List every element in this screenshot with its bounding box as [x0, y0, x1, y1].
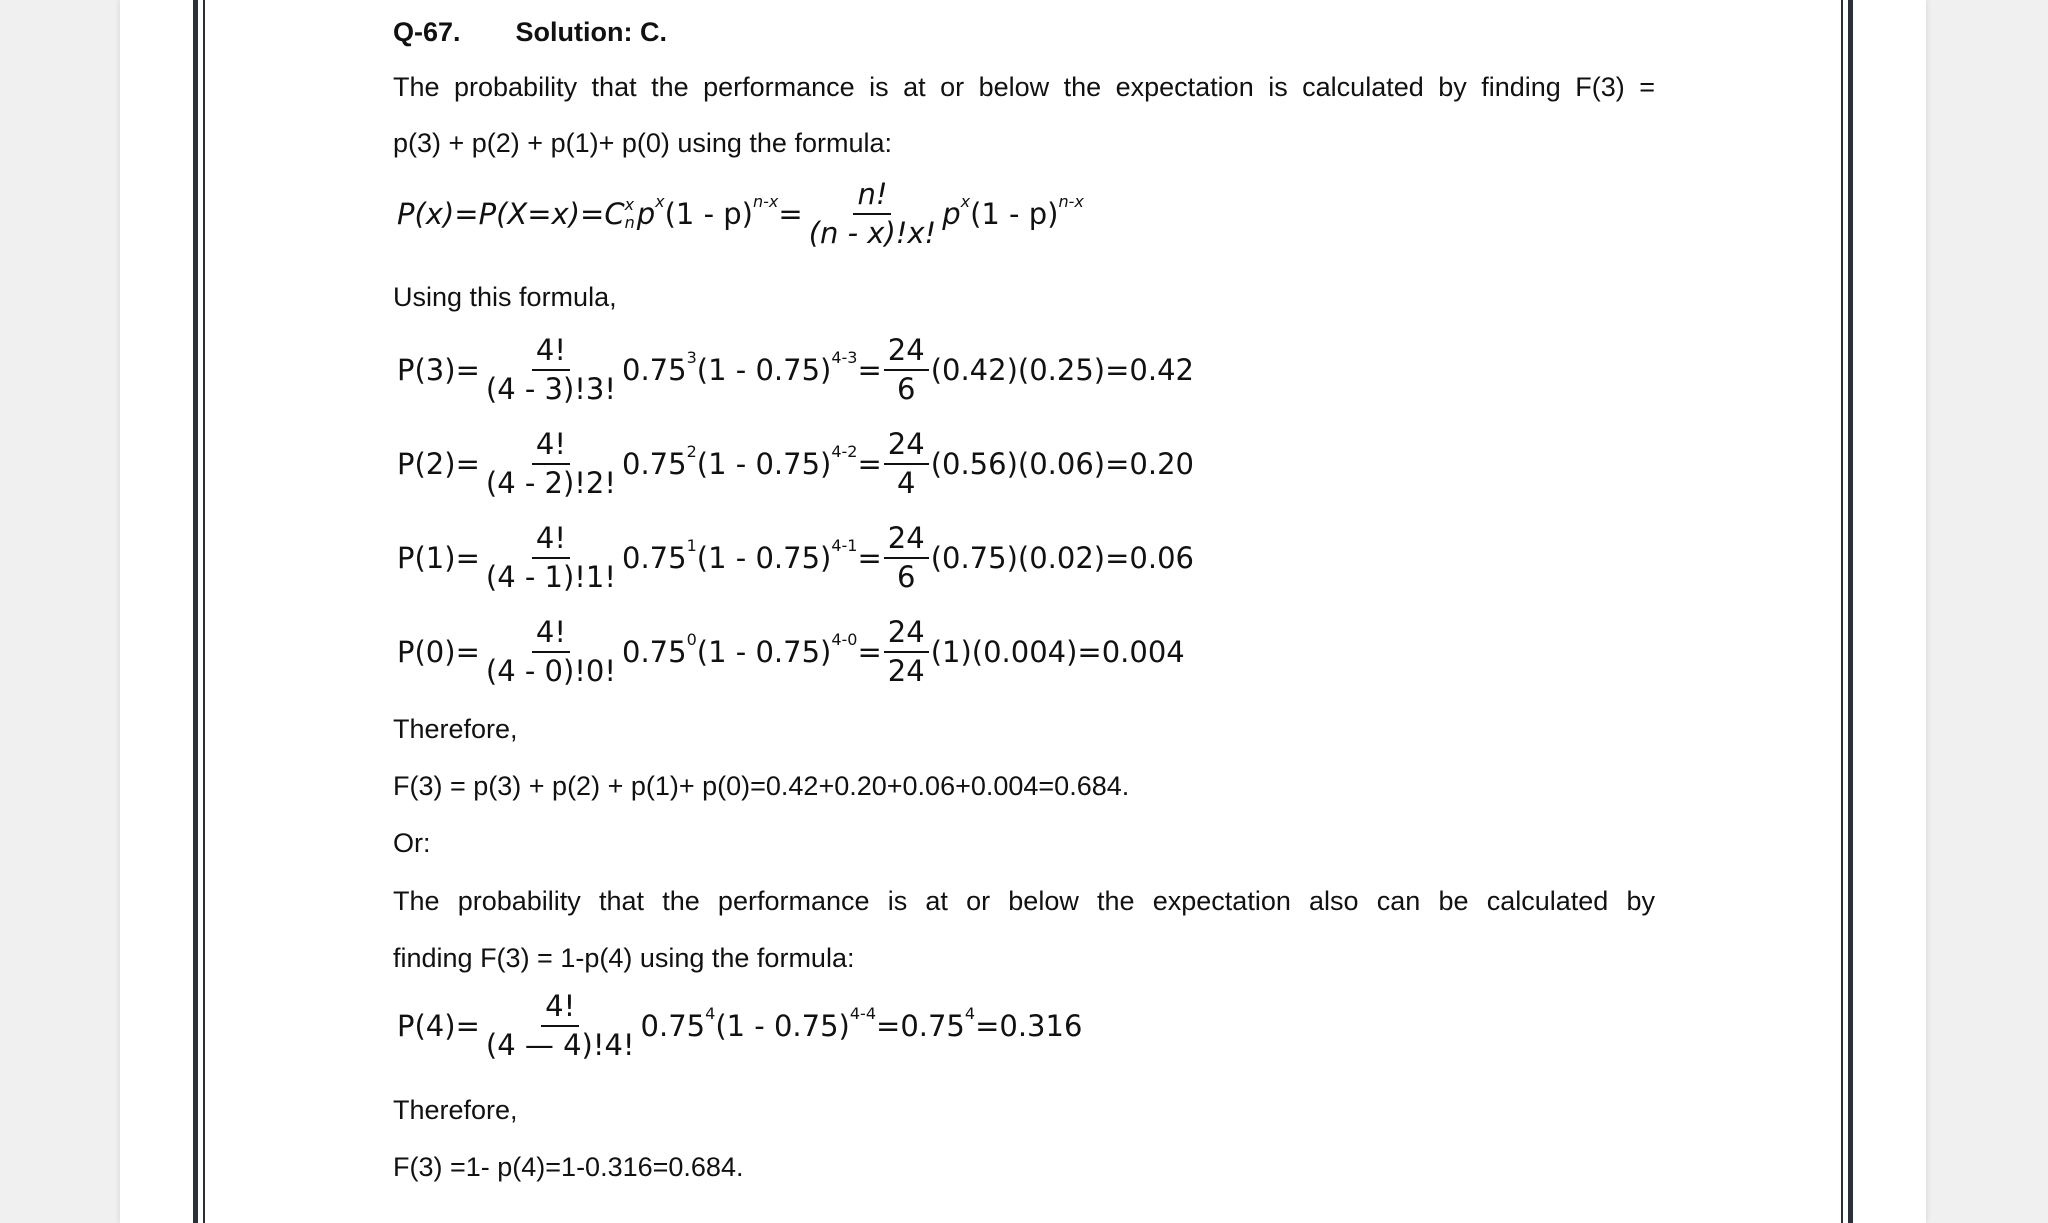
formula-lhs: P(x)=P(X=x)=C	[397, 196, 625, 231]
f3-sum-text: F(3) = p(3) + p(2) + p(1)+ p(0)=0.42+0.20+0.06+0.004=0.684.	[393, 771, 1130, 801]
p0-eq: =	[857, 634, 882, 669]
p2-base: 0.75	[622, 446, 687, 481]
p1-base-exp: 1	[686, 536, 697, 555]
paragraph-1-line-2: p(3) + p(2) + p(1)+ p(0) using the formula:	[393, 128, 892, 158]
left-page-border	[193, 0, 211, 1223]
formula-mid-sup: n-x	[753, 192, 779, 211]
equation-p4	[397, 989, 1083, 1062]
p0-num2: 24	[884, 618, 929, 653]
equation-p1	[397, 521, 1194, 594]
formula-tail-p: p	[942, 196, 961, 231]
p0-base-exp: 0	[686, 630, 697, 649]
p3-paren: (1 - 0.75)	[696, 352, 832, 387]
p2-fraction-2	[884, 427, 929, 500]
p3-paren-exp: 4-3	[831, 348, 858, 367]
formula-tail: (1 - p)	[970, 196, 1059, 231]
p4-paren-exp: 4-4	[849, 1004, 877, 1023]
formula-c-sub: n	[624, 213, 635, 232]
formula-p-sup: x	[655, 192, 665, 211]
p0-lhs: P(0)=	[397, 634, 480, 669]
formula-tail-p-sup: x	[960, 192, 971, 211]
p2-num2: 24	[884, 430, 929, 465]
question-label: Q-67.	[393, 17, 461, 47]
f3-alt-text: F(3) =1- p(4)=1-0.316=0.684.	[393, 1152, 744, 1182]
p4-den: (4 — 4)!4!	[485, 1028, 635, 1062]
p3-den: (4 - 3)!3!	[485, 372, 617, 406]
formula-p: p	[636, 196, 656, 231]
question-header	[393, 17, 667, 48]
p1-fraction	[482, 521, 620, 594]
p1-result: (0.75)(0.02)=0.06	[930, 540, 1194, 575]
paragraph-1-line-1: The probability that the performance is at or below the expectation is calculated by finding F(3) =	[393, 72, 1655, 102]
formula-den: (n - x)!x!	[808, 216, 937, 250]
p4-rest1: =0.75	[876, 1008, 965, 1043]
p2-eq: =	[857, 446, 882, 481]
p1-lhs: P(1)=	[397, 540, 480, 575]
therefore-text-1: Therefore,	[393, 714, 518, 744]
p4-fraction	[482, 989, 639, 1062]
p3-result: (0.42)(0.25)=0.42	[930, 352, 1194, 387]
formula-combination-indices	[625, 196, 635, 231]
p3-base-exp: 3	[686, 348, 697, 367]
formula-num: n!	[853, 180, 891, 215]
p3-num: 4!	[532, 336, 570, 371]
solution-label: Solution: C.	[515, 17, 667, 47]
p0-paren: (1 - 0.75)	[696, 634, 832, 669]
p2-paren: (1 - 0.75)	[696, 446, 832, 481]
p4-lhs: P(4)=	[397, 1008, 480, 1043]
p2-result: (0.56)(0.06)=0.20	[930, 446, 1194, 481]
using-formula-text: Using this formula,	[393, 282, 617, 312]
p1-eq: =	[857, 540, 882, 575]
p1-paren-exp: 4-1	[831, 536, 858, 555]
p2-den: (4 - 2)!2!	[485, 466, 617, 500]
formula-c-sup: x	[624, 195, 635, 215]
p2-num: 4!	[532, 430, 570, 465]
p0-fraction	[482, 615, 620, 688]
equation-p0	[397, 615, 1185, 688]
p4-base-exp: 4	[705, 1004, 716, 1023]
p4-paren: (1 - 0.75)	[715, 1008, 850, 1043]
therefore-text-2: Therefore,	[393, 1095, 518, 1125]
p0-den: (4 - 0)!0!	[485, 654, 617, 688]
p0-paren-exp: 4-0	[831, 630, 858, 649]
p3-base: 0.75	[622, 352, 687, 387]
p0-num: 4!	[532, 618, 570, 653]
p3-den2: 6	[897, 372, 916, 406]
p1-fraction-2	[884, 521, 929, 594]
p4-num: 4!	[541, 992, 579, 1027]
equation-p2	[397, 427, 1194, 500]
p2-den2: 4	[897, 466, 916, 500]
p2-paren-exp: 4-2	[831, 442, 858, 461]
p4-rest-exp: 4	[964, 1004, 976, 1023]
p4-base: 0.75	[640, 1008, 706, 1043]
p0-den2: 24	[887, 654, 925, 688]
or-text: Or:	[393, 828, 431, 858]
p0-fraction-2	[884, 615, 929, 688]
paragraph-2-line-1: The probability that the performance is at or below the expectation also can be calculated by	[393, 886, 1655, 916]
binomial-formula	[397, 177, 1084, 250]
p3-num2: 24	[884, 336, 929, 371]
p1-base: 0.75	[622, 540, 687, 575]
p3-lhs: P(3)=	[397, 352, 480, 387]
formula-tail-sup: n-x	[1058, 192, 1084, 211]
equation-p3	[397, 333, 1194, 406]
p1-num2: 24	[884, 524, 929, 559]
p2-base-exp: 2	[686, 442, 697, 461]
p1-den2: 6	[897, 560, 916, 594]
p1-num: 4!	[532, 524, 570, 559]
paragraph-2-line-2: finding F(3) = 1-p(4) using the formula:	[393, 943, 855, 973]
p1-paren: (1 - 0.75)	[696, 540, 832, 575]
p0-result: (1)(0.004)=0.004	[930, 634, 1185, 669]
formula-fraction	[805, 177, 940, 250]
p0-base: 0.75	[622, 634, 687, 669]
p1-den: (4 - 1)!1!	[485, 560, 617, 594]
p4-result: =0.316	[975, 1008, 1083, 1043]
p2-fraction	[482, 427, 620, 500]
formula-mid: (1 - p)	[664, 196, 753, 231]
formula-eq: =	[778, 196, 803, 231]
p3-fraction	[482, 333, 620, 406]
p3-eq: =	[857, 352, 882, 387]
p3-fraction-2	[884, 333, 929, 406]
right-page-border	[1837, 0, 1855, 1223]
p2-lhs: P(2)=	[397, 446, 480, 481]
